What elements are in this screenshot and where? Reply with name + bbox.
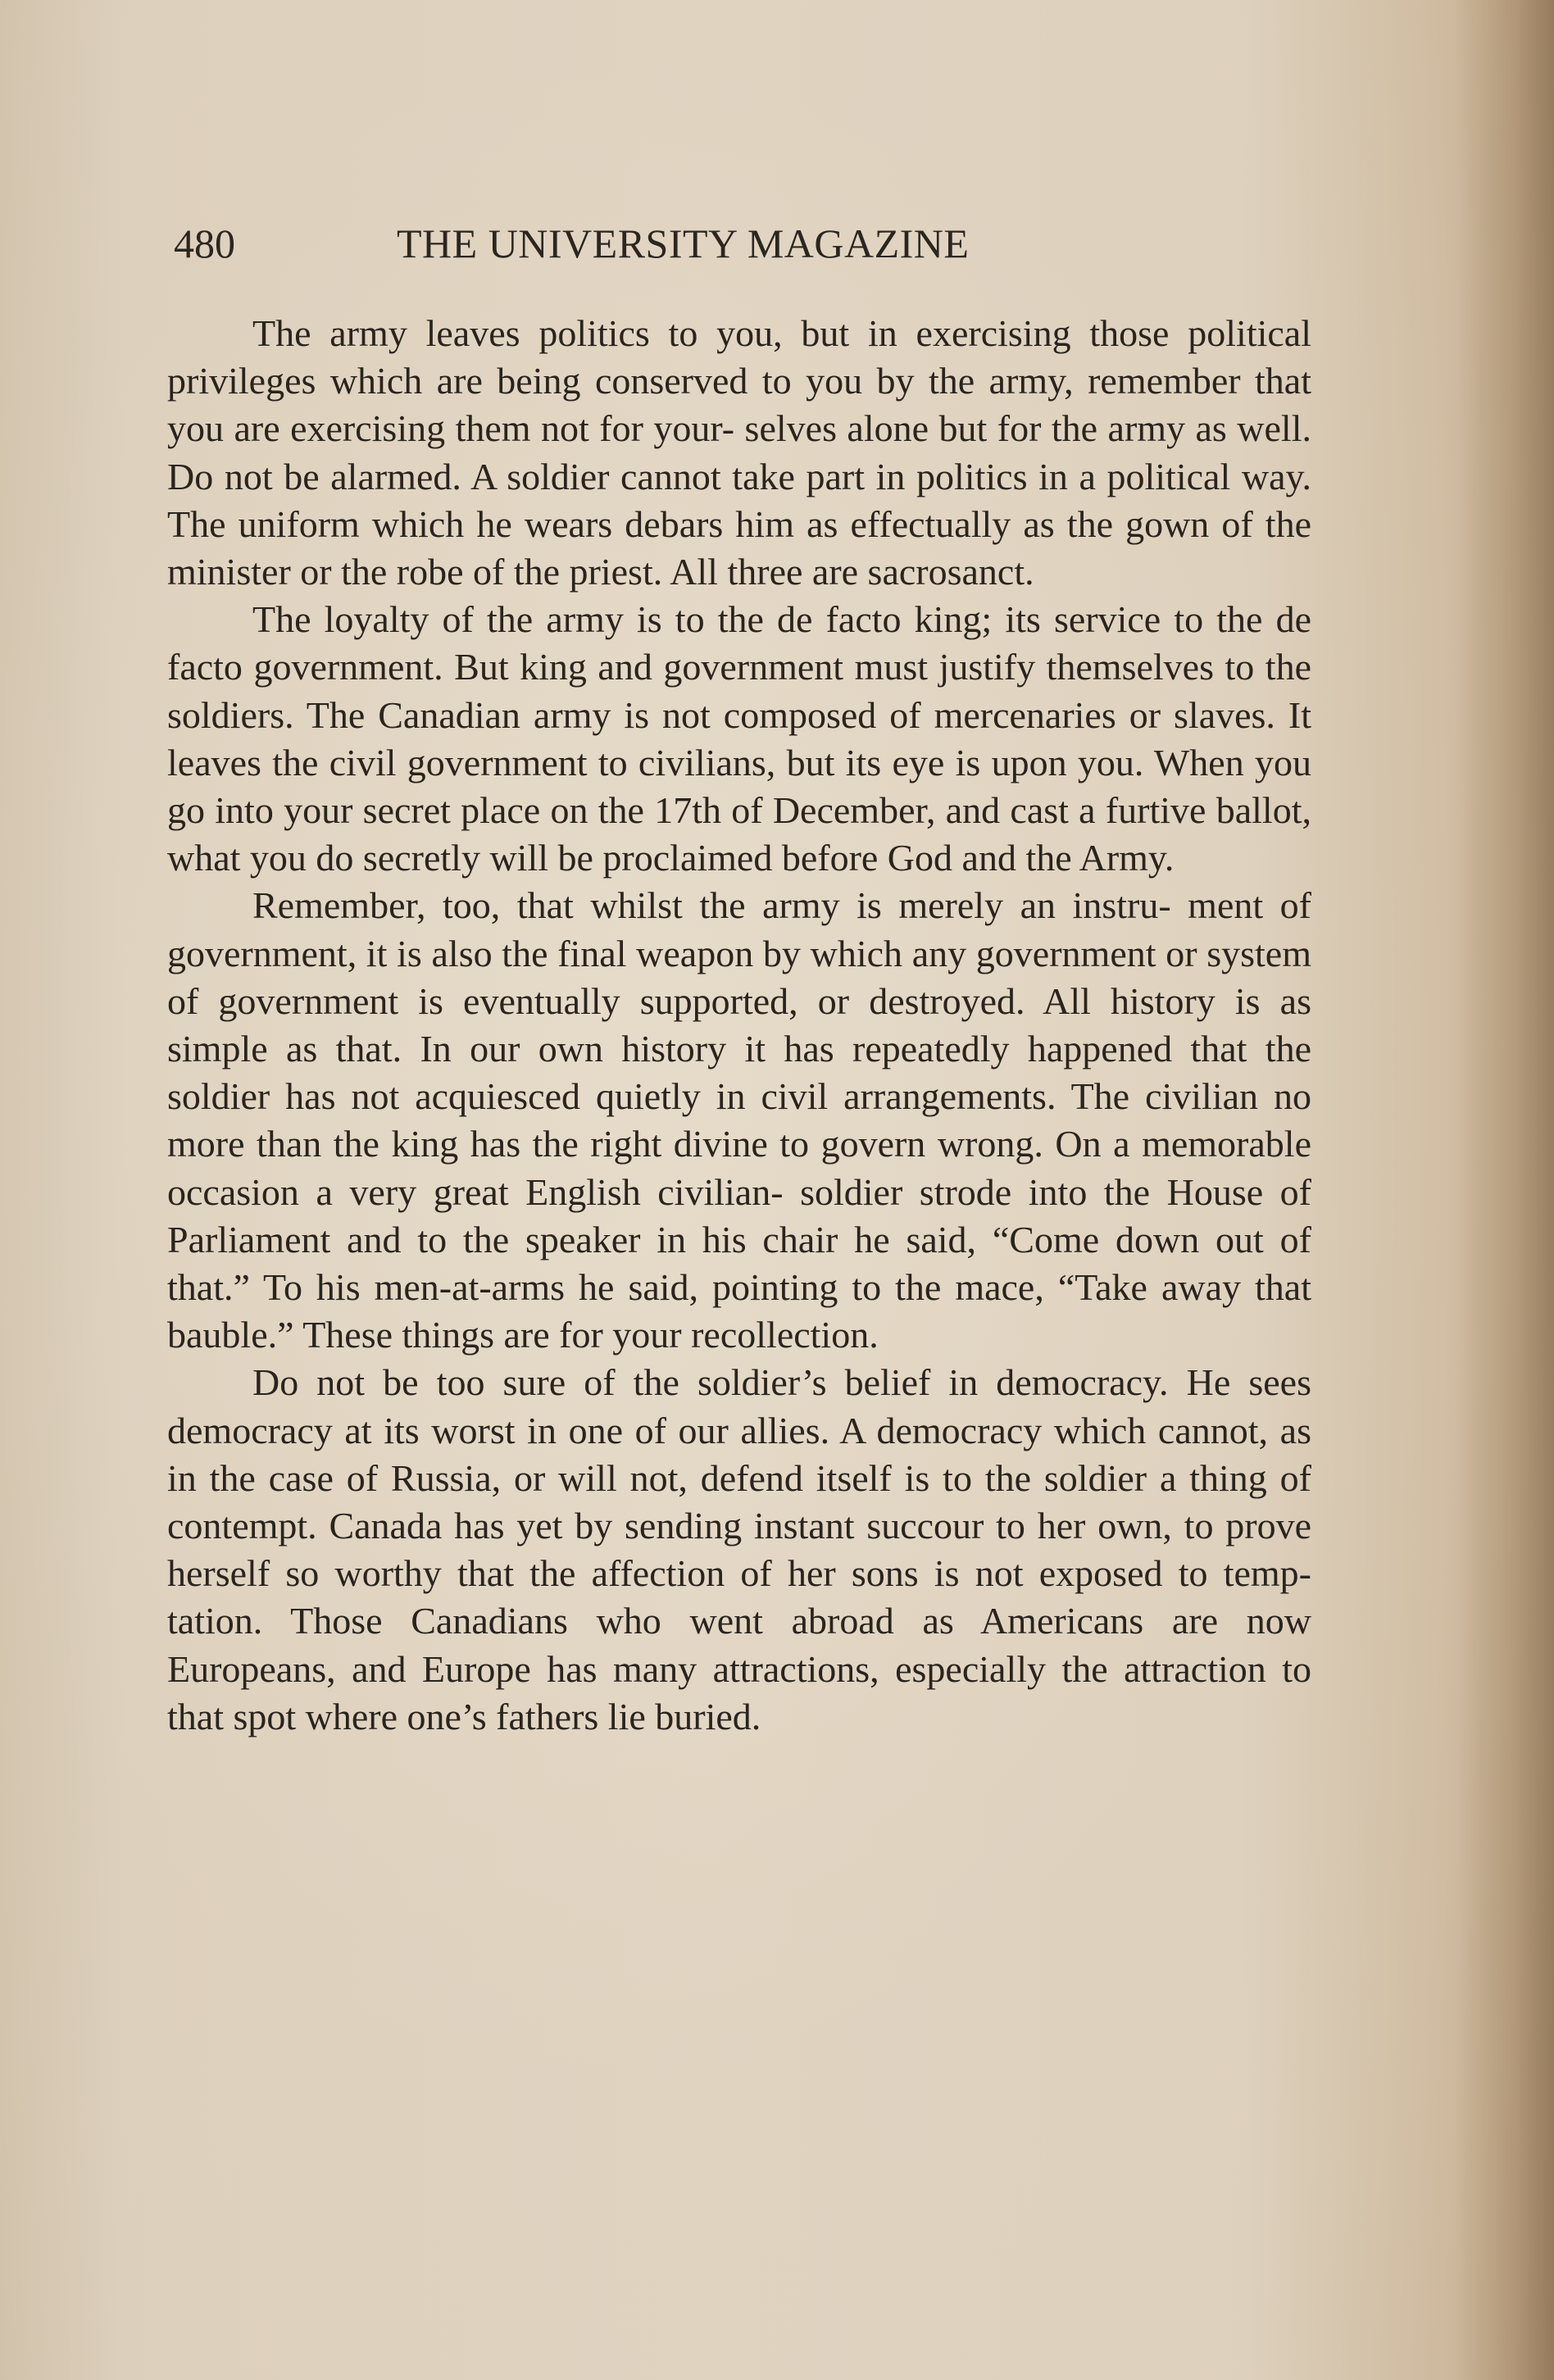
running-head <box>174 220 1034 277</box>
paragraph-democracy: Do not be too sure of the soldier’s belief in democracy. He sees democracy at its worst in one of our allies. A democracy which cannot, as in the case of Russia, or will not, defend itself is to the soldier a thing of contempt. Canada has yet by sending instant succour to her own, to prove herself so worthy that the affection of her sons is not exposed to temp- tation. Those Canadians who went abroad as Americans are now Europeans, and Europe has many attractions, especially the attraction to that spot where one’s fathers lie buried. <box>167 1361 1311 1737</box>
article-body <box>167 310 1311 1741</box>
paragraph-loyalty: The loyalty of the army is to the de facto king; its service to the de facto government. But king and government must justify themselves to the soldiers. The Canadian army is not composed of mercenaries or slaves. It leaves the civil government to civilians, but its eye is upon you. When you go into your secret place on the 17th of December, and cast a furtive ballot, what you do secretly will be proclaimed before God and the Army. <box>167 598 1311 879</box>
journal-title: THE UNIVERSITY MAGAZINE <box>397 220 970 266</box>
page-number: 480 <box>174 220 235 266</box>
paragraph-politics: The army leaves politics to you, but in exercising those political privileges which are being conserved to you by the army, remember that you are exercising them not for your- selves alone but for the army as well. Do not be alarmed. A soldier cannot take part in politics in a political way. The uniform which he wears debars him as effectually as the gown of the minister or the robe of the priest. All three are sacrosanct. <box>167 312 1311 593</box>
page-edge-shadow <box>1456 0 1554 2380</box>
paragraph-history: Remember, too, that whilst the army is merely an instru- ment of government, it is also the final weapon by which any government or system of government is eventually supported, or destroyed. All history is as simple as that. In our own history it has repeatedly happened that the soldier has not acquiesced quietly in civil arrangements. The civilian no more than the king has the right divine to govern wrong. On a memorable occasion a very great English civilian- soldier strode into the House of Parliament and to the speaker in his chair he said, “Come down out of that.” To his men-at-arms he said, pointing to the mace, “Take away that bauble.” These things are for your recollection. <box>167 884 1311 1356</box>
